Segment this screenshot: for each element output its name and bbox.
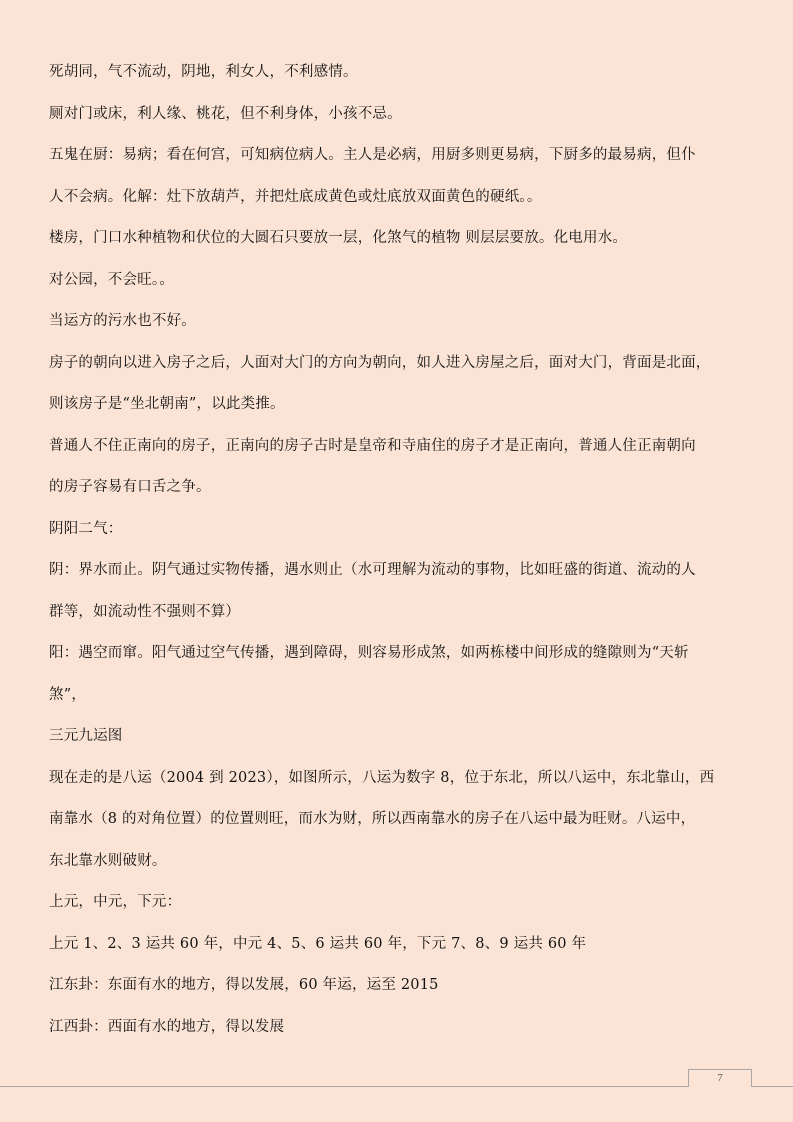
text-line: 南靠水（8 的对角位置）的位置则旺，而水为财，所以西南靠水的房子在八运中最为旺财。八运中， xyxy=(49,811,696,827)
text-line: 阴：界水而止。阴气通过实物传播，遇水则止（水可理解为流动的事物，比如旺盛的街道、流动的人 xyxy=(49,562,696,578)
text-line: 现在走的是八运（2004 到 2023），如图所示，八运为数字 8，位于东北，所以八运中，东北靠山，西 xyxy=(49,769,715,786)
section-heading: 上元，中元，下元： xyxy=(49,894,182,910)
section-heading: 阴阳二气： xyxy=(49,520,123,537)
text-line: 东北靠水则破财。 xyxy=(49,852,167,869)
section-heading: 三元九运图 xyxy=(49,728,123,744)
text-line: 煞”， xyxy=(49,686,87,703)
text-line: 房子的朝向以进入房子之后，人面对大门的方向为朝向，如人进入房屋之后，面对大门，背面是北面， xyxy=(49,354,711,371)
text-line: 群等，如流动性不强则不算） xyxy=(49,603,241,620)
text-line: 则该房子是“坐北朝南”，以此类推。 xyxy=(49,396,285,412)
text-line: 上元 1、2、3 运共 60 年，中元 4、5、6 运共 60 年，下元 7、8、9 运共 60 年 xyxy=(49,935,587,952)
text-line: 江西卦：西面有水的地方，得以发展 xyxy=(49,1018,285,1035)
text-line: 厕对门或床，利人缘、桃花，但不利身体，小孩不忌。 xyxy=(49,105,402,122)
page-number: 7 xyxy=(688,1069,752,1087)
text-line: 楼房，门口水种植物和伏位的大圆石只要放一层，化煞气的植物 则层层要放。化电用水。 xyxy=(49,230,628,246)
text-line: 江东卦：东面有水的地方，得以发展，60 年运，运至 2015 xyxy=(49,977,439,993)
text-line: 当运方的污水也不好。 xyxy=(49,313,196,329)
text-line: 五鬼在厨：易病；看在何宫，可知病位病人。主人是必病，用厨多则更易病，下厨多的最易病，但仆 xyxy=(49,147,696,163)
footer-rule xyxy=(0,1086,793,1087)
text-line: 对公园，不会旺。。 xyxy=(49,271,175,288)
text-line: 阳：遇空而窜。阳气通过空气传播，遇到障碍，则容易形成煞，如两栋楼中间形成的缝隙则为“天斩 xyxy=(49,645,689,661)
text-line: 的房子容易有口舌之争。 xyxy=(49,479,211,495)
text-line: 人不会病。化解：灶下放葫芦，并把灶底成黄色或灶底放双面黄色的硬纸。。 xyxy=(49,188,542,205)
text-line: 死胡同，气不流动，阴地，利女人，不利感情。 xyxy=(49,64,358,80)
document-body xyxy=(49,52,749,1048)
text-line: 普通人不住正南向的房子，正南向的房子古时是皇帝和寺庙住的房子才是正南向，普通人住正南朝向 xyxy=(49,437,696,454)
